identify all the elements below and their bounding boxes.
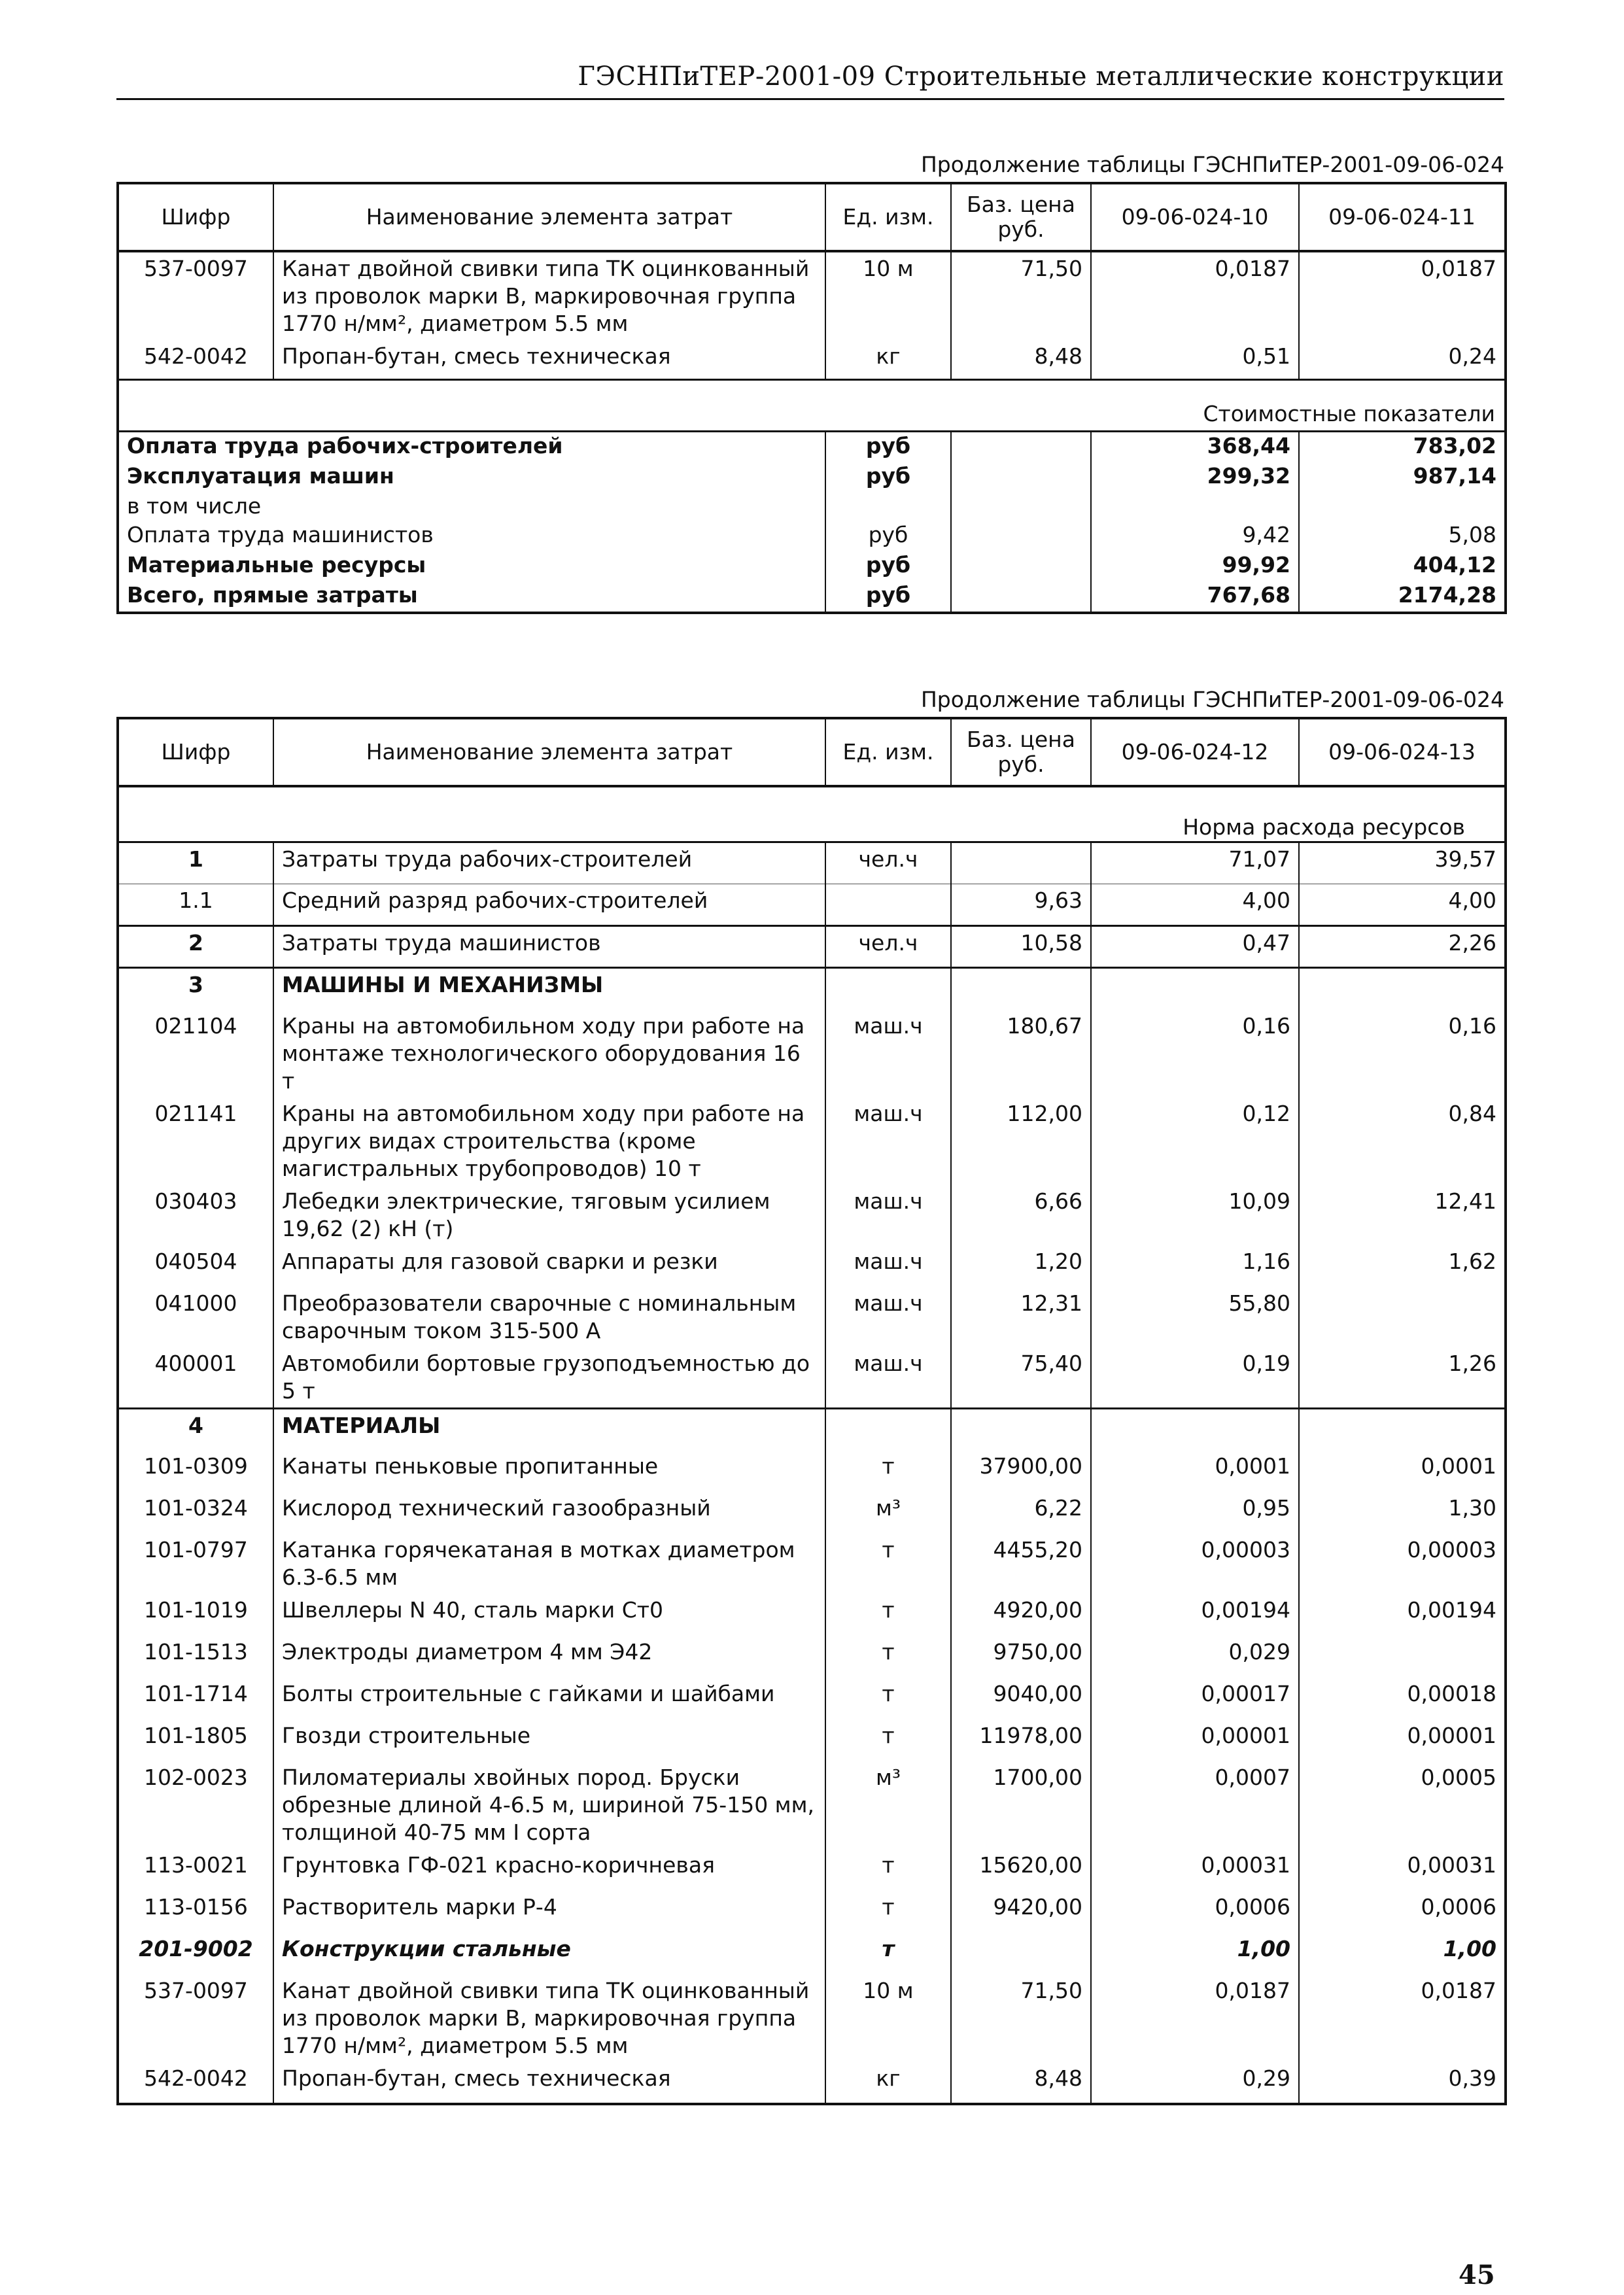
cell-price: 1700,00 [951,1761,1091,1849]
cell-value-2: 0,00003 [1299,1534,1506,1594]
column-header-name: Наименование элемента затрат [273,183,825,251]
table-row [118,1450,1506,1492]
table-row [118,1287,1506,1347]
cell-price: 9,63 [951,884,1091,926]
summary-row [118,492,1506,521]
cell-unit: маш.ч [825,1185,951,1245]
cell-code: 1 [118,842,273,884]
summary-label: Эксплуатация машин [118,462,825,492]
cell-code: 4 [118,1408,273,1450]
column-header-name: Наименование элемента затрат [273,718,825,786]
table-row [118,1719,1506,1761]
table-row [118,1678,1506,1719]
cell-value-1: 0,19 [1091,1347,1299,1409]
summary-unit: руб [825,581,951,613]
cell-price: 75,40 [951,1347,1091,1409]
cell-price: 180,67 [951,1010,1091,1097]
cell-code: 537-0097 [118,1975,273,2062]
summary-row [118,462,1506,492]
summary-row [118,581,1506,613]
cell-name: Аппараты для газовой сварки и резки [273,1245,825,1287]
cell-code: 101-0309 [118,1450,273,1492]
table2-header-row [118,718,1506,786]
cell-name: Затраты труда рабочих-строителей [273,842,825,884]
cell-unit: маш.ч [825,1287,951,1347]
summary-value-2 [1299,492,1506,521]
cell-value-2: 0,0006 [1299,1891,1506,1933]
table2 [116,717,1507,2105]
cell-value-2: 0,0005 [1299,1761,1506,1849]
table-row [118,1097,1506,1185]
cell-price [951,842,1091,884]
table-row [118,1492,1506,1534]
cell-unit: кг [825,340,951,379]
cell-code: 030403 [118,1185,273,1245]
cell-price: 12,31 [951,1287,1091,1347]
page-header [116,58,1504,100]
cell-name: Швеллеры N 40, сталь марки Ст0 [273,1594,825,1636]
cell-unit: т [825,1849,951,1891]
cell-unit: м³ [825,1761,951,1849]
table-row [118,842,1506,884]
summary-unit: руб [825,551,951,581]
cell-unit: 10 м [825,1975,951,2062]
summary-price-empty [951,431,1091,462]
summary-value-2: 404,12 [1299,551,1506,581]
cell-value-1 [1091,968,1299,1010]
summary-label: в том числе [118,492,825,521]
cell-unit: т [825,1636,951,1678]
cell-name: Гвозди строительные [273,1719,825,1761]
summary-value-1: 368,44 [1091,431,1299,462]
cell-value-1: 0,0006 [1091,1891,1299,1933]
cell-value-2: 0,00018 [1299,1678,1506,1719]
cell-code: 101-1019 [118,1594,273,1636]
cell-unit: т [825,1594,951,1636]
table-row [118,926,1506,968]
summary-unit: руб [825,462,951,492]
column-header-norm-10: 09-06-024-10 [1091,183,1299,251]
cell-code: 542-0042 [118,340,273,379]
summary-value-2: 783,02 [1299,431,1506,462]
cell-name: Грунтовка ГФ-021 красно-коричневая [273,1849,825,1891]
table-row [118,1408,1506,1450]
cell-value-2 [1299,1408,1506,1450]
page-header-title: ГЭСНПиТЕР-2001-09 Строительные металлические конструкции [578,61,1504,92]
table-row [118,1594,1506,1636]
cell-price: 9040,00 [951,1678,1091,1719]
cell-name: МАТЕРИАЛЫ [273,1408,825,1450]
cell-unit [825,884,951,926]
cell-value-1: 0,0001 [1091,1450,1299,1492]
cell-unit: 10 м [825,251,951,340]
table-row [118,251,1506,340]
summary-unit [825,492,951,521]
cell-value-1: 4,00 [1091,884,1299,926]
cell-value-2: 0,16 [1299,1010,1506,1097]
cell-value-1: 0,12 [1091,1097,1299,1185]
cell-value-2 [1299,968,1506,1010]
cell-name: Конструкции стальные [273,1933,825,1975]
cell-code: 3 [118,968,273,1010]
table-row [118,1636,1506,1678]
table-row [118,1347,1506,1409]
cell-name: Лебедки электрические, тяговым усилием 19,62 (2) кН (т) [273,1185,825,1245]
cell-value-1: 0,029 [1091,1636,1299,1678]
cell-name: МАШИНЫ И МЕХАНИЗМЫ [273,968,825,1010]
cell-value-2: 0,00031 [1299,1849,1506,1891]
cell-name: Канат двойной свивки типа ТК оцинкованный из проволок марки В, маркировочная группа 1770 н/мм², диаметром 5.5 мм [273,1975,825,2062]
summary-value-1: 299,32 [1091,462,1299,492]
table-row [118,1761,1506,1849]
cell-value-1 [1091,1408,1299,1450]
cost-band-label: Стоимостные показатели [118,379,1506,431]
cell-value-2: 1,00 [1299,1933,1506,1975]
cell-price: 4920,00 [951,1594,1091,1636]
cell-unit: т [825,1450,951,1492]
cell-value-2 [1299,1636,1506,1678]
table1-header-row [118,183,1506,251]
cell-value-1: 55,80 [1091,1287,1299,1347]
cell-value-1: 0,29 [1091,2062,1299,2104]
cell-name: Краны на автомобильном ходу при работе на других видах строительства (кроме магистральных трубопроводов) 10 т [273,1097,825,1185]
cell-price: 4455,20 [951,1534,1091,1594]
cell-unit: т [825,1719,951,1761]
cell-value-1: 0,00003 [1091,1534,1299,1594]
table-row [118,1975,1506,2062]
cell-unit: т [825,1891,951,1933]
cell-value-2: 0,84 [1299,1097,1506,1185]
cell-unit: маш.ч [825,1010,951,1097]
summary-price-empty [951,581,1091,613]
cell-name: Затраты труда машинистов [273,926,825,968]
cell-value-1: 0,16 [1091,1010,1299,1097]
cell-code: 101-0797 [118,1534,273,1594]
page-number: 45 [1459,2260,1495,2290]
cell-price: 71,50 [951,1975,1091,2062]
cell-unit [825,968,951,1010]
column-header-unit: Ед. изм. [825,718,951,786]
cell-unit: маш.ч [825,1245,951,1287]
summary-price-empty [951,462,1091,492]
summary-row [118,521,1506,551]
cell-value-1: 71,07 [1091,842,1299,884]
summary-value-1 [1091,492,1299,521]
summary-value-1: 99,92 [1091,551,1299,581]
cell-value-1: 0,00017 [1091,1678,1299,1719]
cell-value-1: 0,51 [1091,340,1299,379]
cell-name: Пропан-бутан, смесь техническая [273,340,825,379]
cell-value-2: 0,00194 [1299,1594,1506,1636]
cell-name: Болты строительные с гайками и шайбами [273,1678,825,1719]
summary-price-empty [951,521,1091,551]
cell-value-2: 0,0187 [1299,251,1506,340]
table-row [118,1245,1506,1287]
cell-code: 201-9002 [118,1933,273,1975]
cell-value-2: 0,0001 [1299,1450,1506,1492]
summary-value-2: 5,08 [1299,521,1506,551]
cell-code: 041000 [118,1287,273,1347]
cell-price [951,1933,1091,1975]
cell-code: 1.1 [118,884,273,926]
summary-price-empty [951,492,1091,521]
cell-value-2: 12,41 [1299,1185,1506,1245]
cell-price: 10,58 [951,926,1091,968]
cell-code: 101-0324 [118,1492,273,1534]
cell-unit: чел.ч [825,926,951,968]
cell-name: Катанка горячекатаная в мотках диаметром 6.3-6.5 мм [273,1534,825,1594]
cell-unit: чел.ч [825,842,951,884]
cell-code: 101-1714 [118,1678,273,1719]
summary-label: Всего, прямые затраты [118,581,825,613]
cell-value-1: 0,47 [1091,926,1299,968]
table-row [118,1534,1506,1594]
cell-name: Пиломатериалы хвойных пород. Бруски обрезные длиной 4-6.5 м, шириной 75-150 мм, толщиной 40-75 мм I сорта [273,1761,825,1849]
cell-value-2: 0,00001 [1299,1719,1506,1761]
cell-code: 542-0042 [118,2062,273,2104]
cell-unit: маш.ч [825,1347,951,1409]
table-row [118,2062,1506,2104]
column-header-price: Баз. цена руб. [951,718,1091,786]
table-row [118,1933,1506,1975]
cell-value-2: 4,00 [1299,884,1506,926]
cell-price: 112,00 [951,1097,1091,1185]
column-header-unit: Ед. изм. [825,183,951,251]
table-row [118,884,1506,926]
cell-code: 2 [118,926,273,968]
cell-name: Канат двойной свивки типа ТК оцинкованный из проволок марки В, маркировочная группа 1770 н/мм², диаметром 5.5 мм [273,251,825,340]
cell-value-2: 1,62 [1299,1245,1506,1287]
cell-price: 8,48 [951,2062,1091,2104]
cell-price: 71,50 [951,251,1091,340]
table-row [118,1849,1506,1891]
summary-value-1: 767,68 [1091,581,1299,613]
cell-price: 6,66 [951,1185,1091,1245]
cell-code: 021104 [118,1010,273,1097]
summary-unit: руб [825,521,951,551]
cell-code: 537-0097 [118,251,273,340]
table1-body [118,251,1506,613]
norm-band-row [118,786,1506,842]
summary-label: Материальные ресурсы [118,551,825,581]
cell-value-1: 1,00 [1091,1933,1299,1975]
cell-value-2: 2,26 [1299,926,1506,968]
summary-price-empty [951,551,1091,581]
cell-name: Средний разряд рабочих-строителей [273,884,825,926]
cell-unit [825,1408,951,1450]
cell-code: 101-1805 [118,1719,273,1761]
cell-name: Краны на автомобильном ходу при работе на монтаже технологического оборудования 16 т [273,1010,825,1097]
cell-value-1: 0,00031 [1091,1849,1299,1891]
cell-value-1: 0,00001 [1091,1719,1299,1761]
cell-code: 101-1513 [118,1636,273,1678]
cell-price: 1,20 [951,1245,1091,1287]
cell-code: 113-0156 [118,1891,273,1933]
summary-value-1: 9,42 [1091,521,1299,551]
table-row [118,968,1506,1010]
table2-caption: Продолжение таблицы ГЭСНПиТЕР-2001-09-06-024 [920,687,1504,712]
cell-name: Канаты пеньковые пропитанные [273,1450,825,1492]
cost-band-row [118,379,1506,431]
summary-label: Оплата труда рабочих-строителей [118,431,825,462]
cell-price: 8,48 [951,340,1091,379]
cell-value-2: 0,24 [1299,340,1506,379]
cell-price: 9750,00 [951,1636,1091,1678]
cell-unit: т [825,1534,951,1594]
summary-unit: руб [825,431,951,462]
cell-value-1: 10,09 [1091,1185,1299,1245]
cell-code: 021141 [118,1097,273,1185]
cell-unit: кг [825,2062,951,2104]
summary-row [118,551,1506,581]
cell-price: 6,22 [951,1492,1091,1534]
column-header-norm-12: 09-06-024-12 [1091,718,1299,786]
column-header-norm-13: 09-06-024-13 [1299,718,1506,786]
cell-code: 113-0021 [118,1849,273,1891]
cell-price: 11978,00 [951,1719,1091,1761]
cell-name: Преобразователи сварочные с номинальным сварочным током 315-500 А [273,1287,825,1347]
table-row [118,1891,1506,1933]
cell-value-2: 0,39 [1299,2062,1506,2104]
column-header-norm-11: 09-06-024-11 [1299,183,1506,251]
table-row [118,1185,1506,1245]
cell-value-2: 1,30 [1299,1492,1506,1534]
column-header-code: Шифр [118,183,273,251]
column-header-price: Баз. цена руб. [951,183,1091,251]
cell-value-2 [1299,1287,1506,1347]
cell-value-1: 0,0187 [1091,251,1299,340]
cell-unit: маш.ч [825,1097,951,1185]
table-row [118,340,1506,379]
cell-name: Кислород технический газообразный [273,1492,825,1534]
cell-value-2: 1,26 [1299,1347,1506,1409]
cell-unit: м³ [825,1492,951,1534]
cell-code: 040504 [118,1245,273,1287]
cell-value-1: 0,0007 [1091,1761,1299,1849]
cell-value-1: 0,0187 [1091,1975,1299,2062]
cell-unit: т [825,1678,951,1719]
table1 [116,182,1507,614]
cell-price: 9420,00 [951,1891,1091,1933]
cell-value-1: 0,00194 [1091,1594,1299,1636]
cell-name: Автомобили бортовые грузоподъемностью до 5 т [273,1347,825,1409]
cell-value-2: 39,57 [1299,842,1506,884]
cell-unit: т [825,1933,951,1975]
cell-name: Пропан-бутан, смесь техническая [273,2062,825,2104]
summary-label: Оплата труда машинистов [118,521,825,551]
column-header-code: Шифр [118,718,273,786]
cell-name: Растворитель марки Р-4 [273,1891,825,1933]
summary-value-2: 2174,28 [1299,581,1506,613]
cell-price: 15620,00 [951,1849,1091,1891]
table-row [118,1010,1506,1097]
table1-caption: Продолжение таблицы ГЭСНПиТЕР-2001-09-06-024 [920,152,1504,177]
cell-price [951,968,1091,1010]
cell-code: 400001 [118,1347,273,1409]
cell-value-2: 0,0187 [1299,1975,1506,2062]
summary-row [118,431,1506,462]
table2-body [118,786,1506,2104]
cell-value-1: 0,95 [1091,1492,1299,1534]
cell-price: 37900,00 [951,1450,1091,1492]
summary-value-2: 987,14 [1299,462,1506,492]
cell-name: Электроды диаметром 4 мм Э42 [273,1636,825,1678]
cell-code: 102-0023 [118,1761,273,1849]
cell-price [951,1408,1091,1450]
norm-band-label: Норма расхода ресурсов [118,786,1506,842]
cell-value-1: 1,16 [1091,1245,1299,1287]
